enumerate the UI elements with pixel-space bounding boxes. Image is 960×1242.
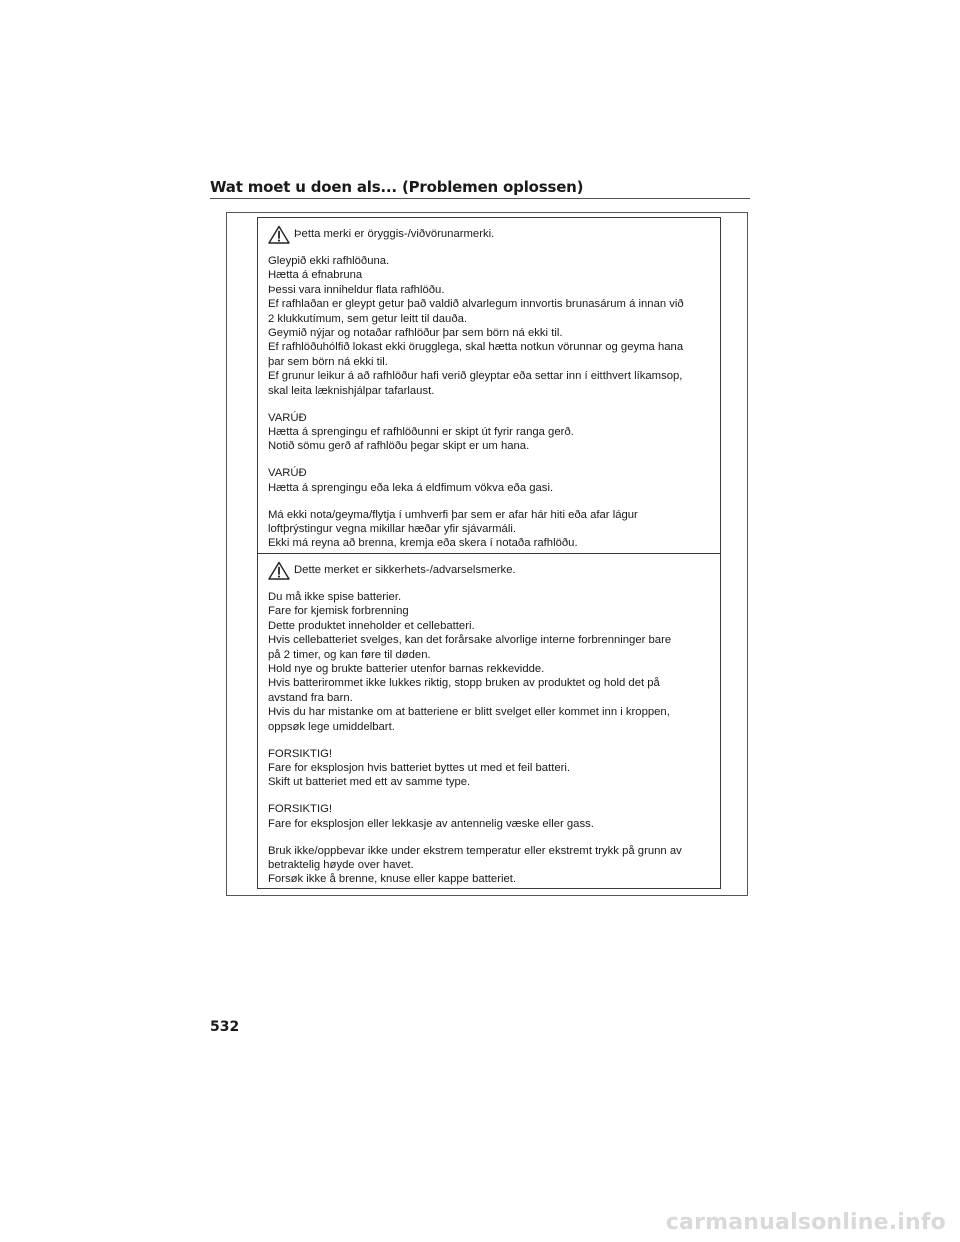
text-line: Hvis du har mistanke om at batteriene er blitt svelget eller kommet inn i kroppen, xyxy=(268,706,670,719)
icelandic-warning-label: Þetta merki er öryggis-/viðvörunarmerki. xyxy=(294,227,495,240)
text-line: Du må ikke spise batterier. xyxy=(268,591,402,603)
norwegian-paragraph xyxy=(268,590,710,734)
caution-heading: FORSIKTIG! xyxy=(268,747,333,760)
text-line: Dette produktet inneholder et cellebatteri. xyxy=(268,619,475,632)
caution-heading: VARÚÐ xyxy=(268,411,307,424)
watermark: carmanualsonline.info xyxy=(665,1210,946,1235)
text-line: Notið sömu gerð af rafhlöðu þegar skipt er um hana. xyxy=(268,440,530,453)
text-line: Skift ut batteriet med ett av samme type. xyxy=(268,776,471,789)
icelandic-paragraph xyxy=(268,508,710,551)
text-line: Fare for eksplosjon eller lekkasje av antennelig væske eller gass. xyxy=(268,817,594,830)
section-title: Wat moet u doen als... (Problemen oplossen) xyxy=(210,178,584,196)
text-line: 2 klukkutímum, sem getur leitt til dauða. xyxy=(268,312,468,325)
text-line: Ef rafhlöðuhólfið lokast ekki örugglega, skal hætta notkun vörunnar og geyma hana xyxy=(268,341,684,354)
text-line: Geymið nýjar og notaðar rafhlöður þar sem börn ná ekki til. xyxy=(268,327,563,340)
norwegian-paragraph xyxy=(268,747,710,790)
warning-triangle-icon xyxy=(268,561,290,580)
text-line: Hold nye og brukte batterier utenfor barnas rekkevidde. xyxy=(268,663,545,676)
text-line: Þessi vara inniheldur flata rafhlöðu. xyxy=(268,283,445,296)
norwegian-warning-panel xyxy=(257,553,721,889)
text-line: Gleypið ekki rafhlöðuna. xyxy=(268,255,390,267)
text-line: Bruk ikke/oppbevar ikke under ekstrem temperatur eller ekstremt trykk på grunn av xyxy=(268,844,682,857)
icelandic-paragraph xyxy=(268,466,710,495)
text-line: þar sem börn ná ekki til. xyxy=(268,355,388,368)
icelandic-paragraph xyxy=(268,411,710,454)
text-line: Hætta á sprengingu ef rafhlöðunni er skipt út fyrir ranga gerð. xyxy=(268,425,574,438)
caution-heading: VARÚÐ xyxy=(268,467,307,480)
text-line: Forsøk ikke å brenne, knuse eller kappe batteriet. xyxy=(268,873,517,886)
text-line: oppsøk lege umiddelbart. xyxy=(268,720,395,733)
norwegian-paragraph xyxy=(268,802,710,831)
header-divider xyxy=(210,198,750,199)
text-line: Hætta á efnabruna xyxy=(268,269,363,282)
text-line: Hætta á sprengingu eða leka á eldfimum vökva eða gasi. xyxy=(268,481,554,494)
norwegian-paragraph xyxy=(268,844,710,887)
text-line: skal leita læknishjálpar tafarlaust. xyxy=(268,384,435,397)
caution-heading: FORSIKTIG! xyxy=(268,803,333,816)
text-line: loftþrýstingur vegna mikillar hæðar yfir sjávarmáli. xyxy=(268,523,516,535)
text-line: Fare for kjemisk forbrenning xyxy=(268,605,409,618)
text-line: Ekki má reyna að brenna, kremja eða skera í notaða rafhlöðu. xyxy=(268,537,578,550)
text-line: Ef rafhlaðan er gleypt getur það valdið alvarlegum innvortis brunasárum á innan við xyxy=(268,298,684,311)
icelandic-paragraph xyxy=(268,254,710,398)
page-number: 532 xyxy=(210,1019,240,1035)
text-line: Fare for eksplosjon hvis batteriet byttes ut med et feil batteri. xyxy=(268,761,571,774)
text-line: Má ekki nota/geyma/flytja í umhverfi þar sem er afar hár hiti eða afar lágur xyxy=(268,508,638,521)
warning-triangle-icon xyxy=(268,225,290,244)
norwegian-warning-header xyxy=(268,560,710,580)
icelandic-warning-header xyxy=(268,224,710,244)
text-line: betraktelig høyde over havet. xyxy=(268,859,414,871)
icelandic-warning-panel xyxy=(257,217,721,554)
text-line: Hvis cellebatteriet svelges, kan det forårsake alvorlige interne forbrenninger bare xyxy=(268,634,672,647)
text-line: avstand fra barn. xyxy=(268,691,353,704)
text-line: Hvis batterirommet ikke lukkes riktig, stopp bruken av produktet og hold det på xyxy=(268,677,660,690)
text-line: Ef grunur leikur á að rafhlöður hafi verið gleyptar eða settar inn í eitthvert líkamsop, xyxy=(268,370,683,383)
norwegian-warning-label: Dette merket er sikkerhets-/advarselsmerke. xyxy=(294,563,516,576)
text-line: på 2 timer, og kan føre til døden. xyxy=(268,648,431,661)
